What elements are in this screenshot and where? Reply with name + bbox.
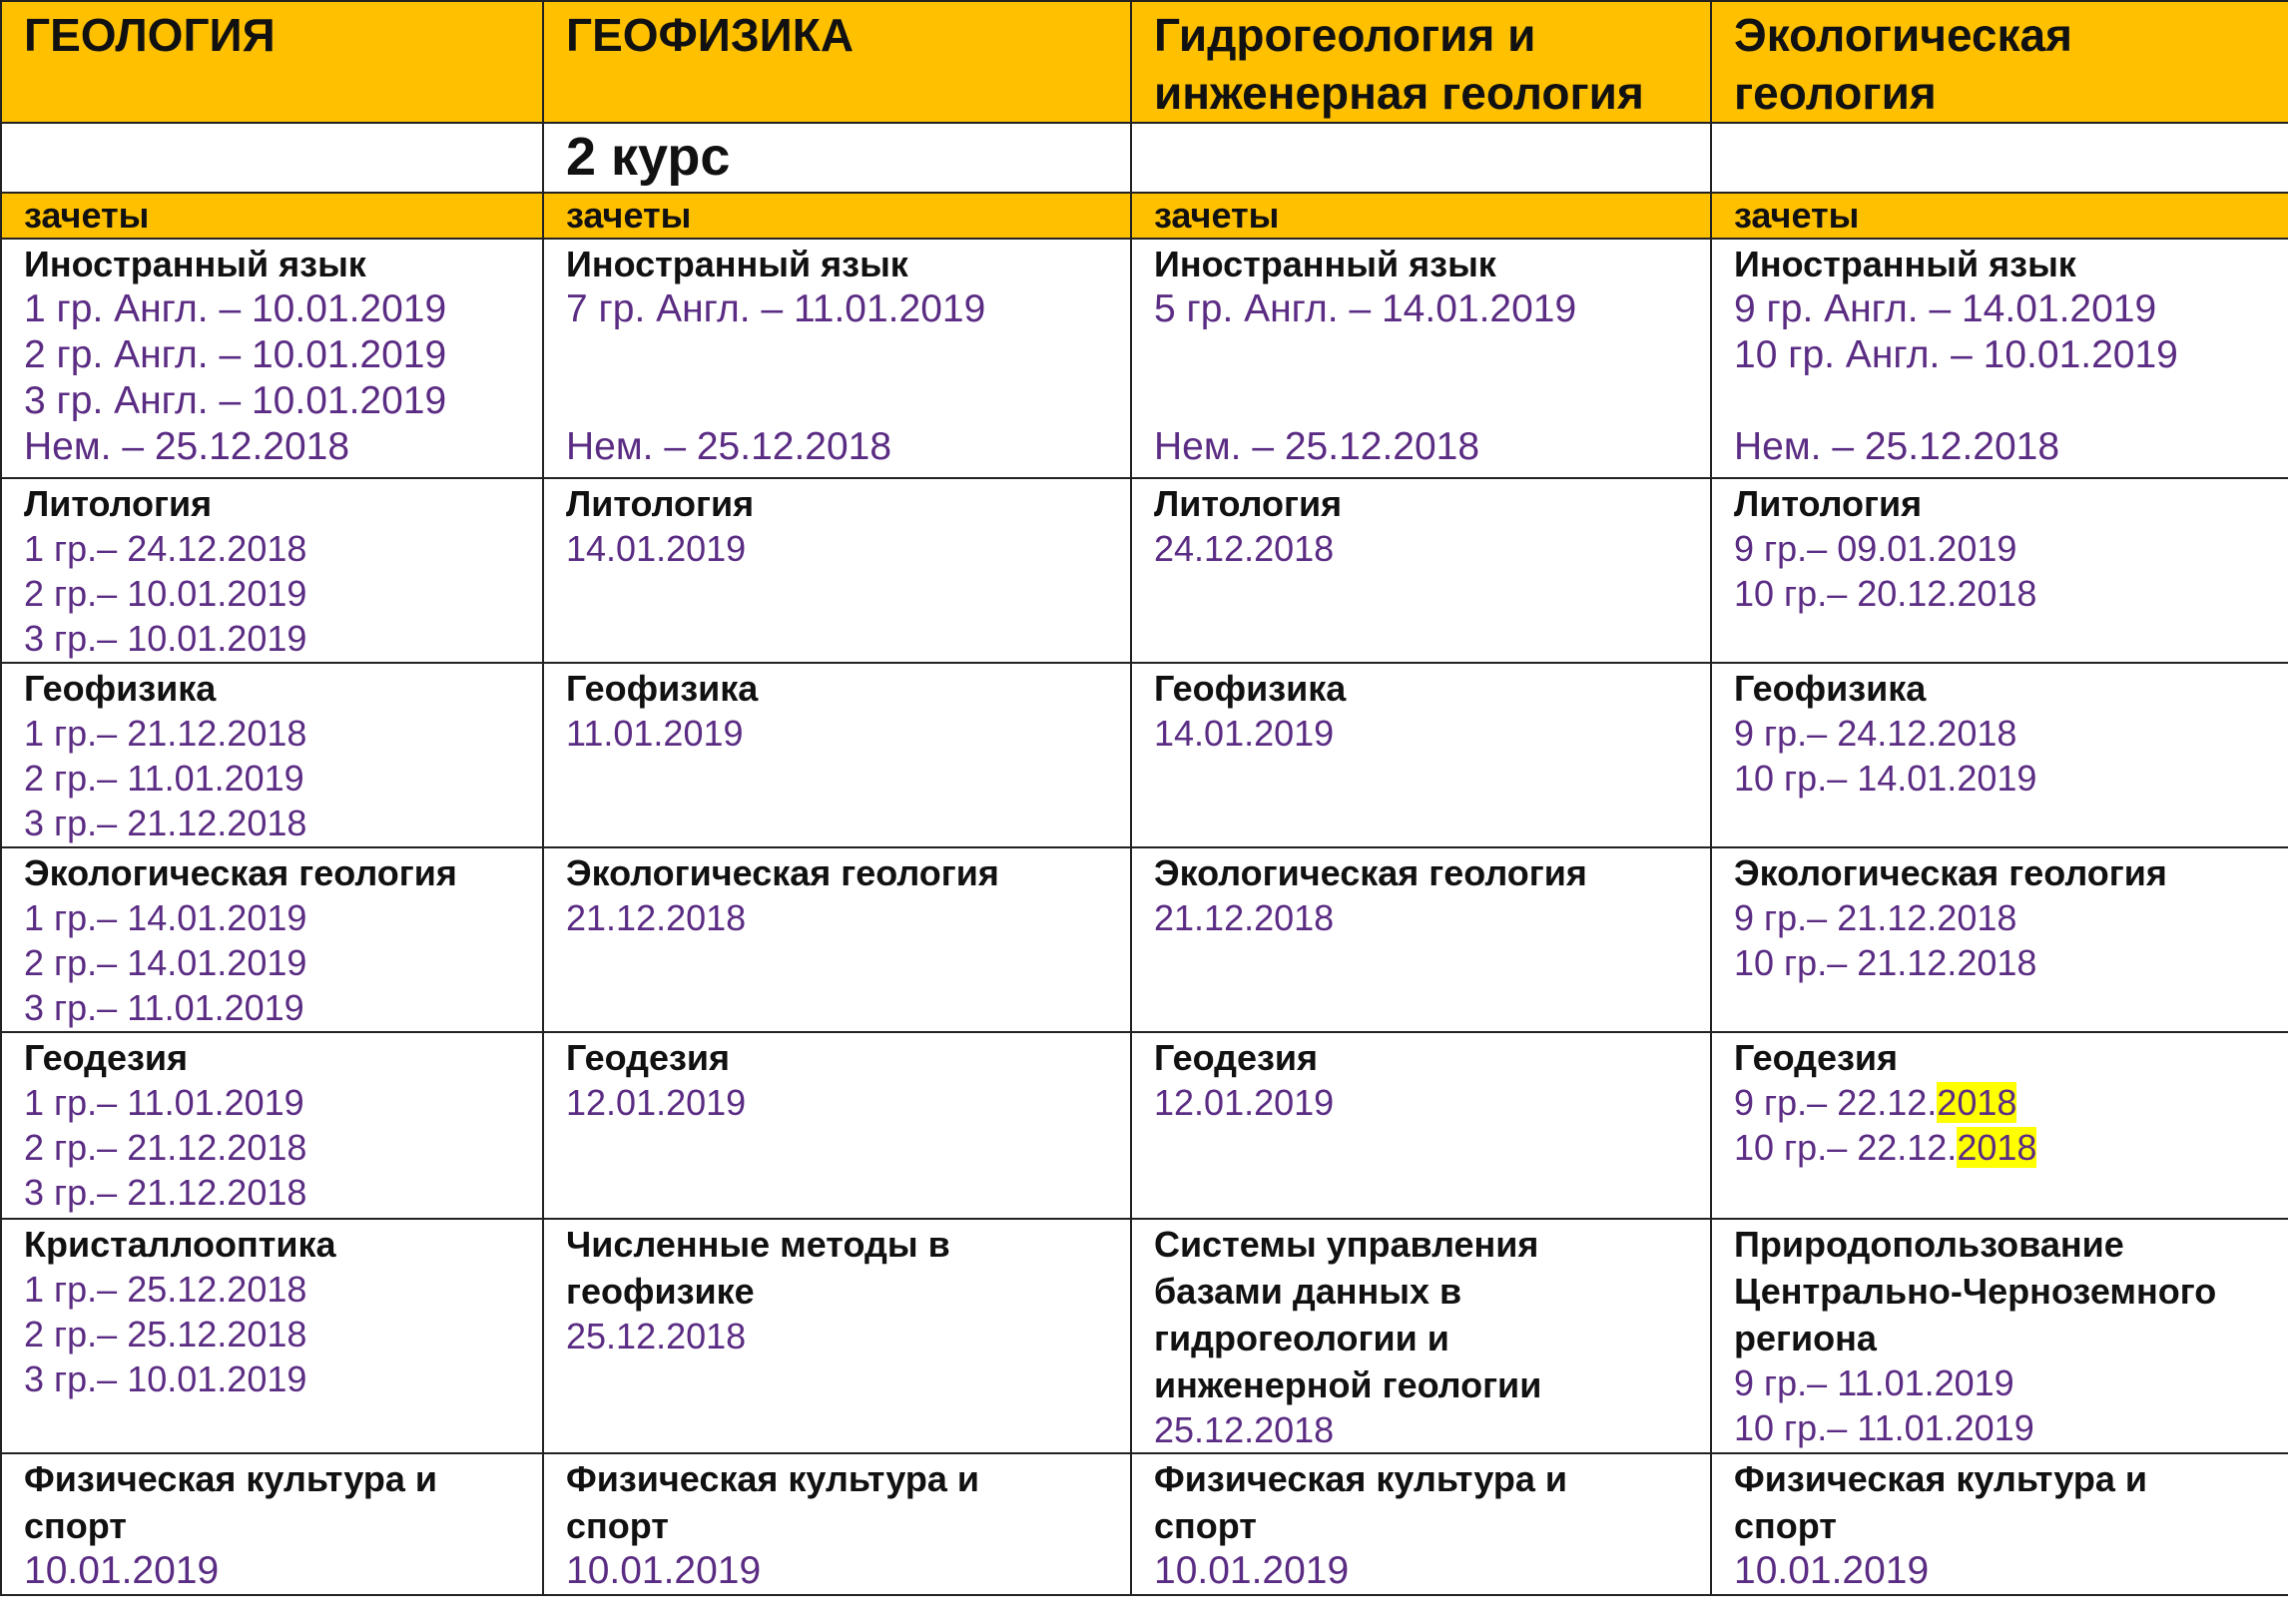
cell-geophysics-geology bbox=[1, 663, 543, 847]
date-line: Нем. – 25.12.2018 bbox=[1154, 425, 1480, 468]
highlighted-year: 2018 bbox=[1937, 1082, 2017, 1123]
cell-ecological-geology-hydrogeology bbox=[1131, 847, 1711, 1032]
subject-title: Кристаллооптика bbox=[24, 1224, 336, 1265]
course-cell-empty bbox=[1711, 123, 2288, 193]
subject-title: геофизике bbox=[566, 1271, 755, 1312]
course-cell-empty bbox=[1131, 123, 1711, 193]
date-line: 2 гр.– 10.01.2019 bbox=[24, 573, 307, 614]
cell-foreign-language-hydrogeology bbox=[1131, 239, 1711, 478]
date-line: 9 гр.– 21.12.2018 bbox=[1734, 897, 2017, 938]
cell-dbms-hydrogeology bbox=[1131, 1219, 1711, 1453]
date-line: 10 гр.– 11.01.2019 bbox=[1734, 1407, 2034, 1448]
date-line: 10 гр. Англ. – 10.01.2019 bbox=[1734, 333, 2178, 376]
cell-physical-education-ecology bbox=[1711, 1453, 2288, 1595]
date-line: 9 гр.– 09.01.2019 bbox=[1734, 528, 2017, 569]
course-row bbox=[1, 123, 2288, 193]
category-label: зачеты bbox=[543, 193, 1131, 239]
date-line: 2 гр.– 14.01.2019 bbox=[24, 942, 307, 983]
header-ecological-geology: Экологическая геология bbox=[1711, 1, 2288, 123]
cell-ecological-geology-ecology bbox=[1711, 847, 2288, 1032]
cell-nature-management-ecology bbox=[1711, 1219, 2288, 1453]
cell-physical-education-hydrogeology bbox=[1131, 1453, 1711, 1595]
date-line: 2 гр.– 11.01.2019 bbox=[24, 758, 304, 799]
subject-title: Экологическая геология bbox=[566, 852, 999, 893]
subject-title: Иностранный язык bbox=[24, 244, 366, 284]
row-geophysics bbox=[1, 663, 2288, 847]
cell-numerical-methods-geophysics bbox=[543, 1219, 1131, 1453]
date-line: 2 гр.– 25.12.2018 bbox=[24, 1314, 307, 1354]
subject-title: Литология bbox=[1154, 483, 1343, 524]
cell-geodesy-ecology bbox=[1711, 1032, 2288, 1219]
subject-title: Геофизика bbox=[1734, 668, 1927, 709]
subject-title: Физическая культура и bbox=[1154, 1458, 1568, 1499]
cell-lithology-hydrogeology bbox=[1131, 478, 1711, 663]
date-line: Нем. – 25.12.2018 bbox=[1734, 425, 2060, 468]
cell-geophysics-geophysics bbox=[543, 663, 1131, 847]
highlighted-year: 2018 bbox=[1957, 1127, 2037, 1168]
header-row bbox=[1, 1, 2288, 123]
date-line: 1 гр.– 11.01.2019 bbox=[24, 1082, 304, 1123]
category-label: зачеты bbox=[1711, 193, 2288, 239]
date-line: 7 гр. Англ. – 11.01.2019 bbox=[566, 287, 986, 330]
cell-physical-education-geology bbox=[1, 1453, 543, 1595]
date-line: 3 гр.– 21.12.2018 bbox=[24, 1172, 307, 1213]
cell-foreign-language-ecology bbox=[1711, 239, 2288, 478]
cell-lithology-geology bbox=[1, 478, 543, 663]
row-lithology bbox=[1, 478, 2288, 663]
subject-title: Центрально-Черноземного bbox=[1734, 1271, 2217, 1312]
date-line: 21.12.2018 bbox=[566, 897, 747, 938]
date-line: 10 гр.– 21.12.2018 bbox=[1734, 942, 2037, 983]
subject-title: Экологическая геология bbox=[1154, 852, 1587, 893]
subject-title: Иностранный язык bbox=[1734, 244, 2076, 284]
row-foreign-language bbox=[1, 239, 2288, 478]
date-line: 10.01.2019 bbox=[566, 1549, 762, 1592]
subject-title: спорт bbox=[1734, 1505, 1837, 1546]
cell-geodesy-geophysics bbox=[543, 1032, 1131, 1219]
subject-title: Геодезия bbox=[566, 1037, 731, 1078]
subject-title: спорт bbox=[24, 1505, 127, 1546]
course-cell-empty bbox=[1, 123, 543, 193]
date-line: 1 гр. Англ. – 10.01.2019 bbox=[24, 287, 447, 330]
date-line: Нем. – 25.12.2018 bbox=[566, 425, 892, 468]
date-line: 10 гр.– 14.01.2019 bbox=[1734, 758, 2037, 799]
subject-title: спорт bbox=[1154, 1505, 1257, 1546]
date-line: 21.12.2018 bbox=[1154, 897, 1335, 938]
date-line: 3 гр.– 21.12.2018 bbox=[24, 803, 307, 843]
cell-ecological-geology-geophysics bbox=[543, 847, 1131, 1032]
date-line: 2 гр. Англ. – 10.01.2019 bbox=[24, 333, 447, 376]
date-line: 11.01.2019 bbox=[566, 713, 744, 754]
header-hydrogeology: Гидрогеология и инженерная геология bbox=[1131, 1, 1711, 123]
date-line: 1 гр.– 21.12.2018 bbox=[24, 713, 307, 754]
date-line: 10 гр.– 22.12.2018 bbox=[1734, 1127, 2037, 1168]
date-line: 14.01.2019 bbox=[1154, 713, 1335, 754]
date-line: 2 гр.– 21.12.2018 bbox=[24, 1127, 307, 1168]
date-line: 14.01.2019 bbox=[566, 528, 747, 569]
row-physical-education bbox=[1, 1453, 2288, 1595]
subject-title: Экологическая геология bbox=[24, 852, 457, 893]
date-line: 10 гр.– 20.12.2018 bbox=[1734, 573, 2037, 614]
date-line: 12.01.2019 bbox=[1154, 1082, 1335, 1123]
row-specialty-subjects bbox=[1, 1219, 2288, 1453]
row-ecological-geology bbox=[1, 847, 2288, 1032]
row-geodesy bbox=[1, 1032, 2288, 1219]
category-label: зачеты bbox=[1131, 193, 1711, 239]
subject-title: Геофизика bbox=[566, 668, 759, 709]
date-line: 9 гр.– 24.12.2018 bbox=[1734, 713, 2017, 754]
subject-title: Геофизика bbox=[24, 668, 217, 709]
header-geophysics: ГЕОФИЗИКА bbox=[543, 1, 1131, 123]
category-row bbox=[1, 193, 2288, 239]
cell-physical-education-geophysics bbox=[543, 1453, 1131, 1595]
date-line: 3 гр. Англ. – 10.01.2019 bbox=[24, 379, 447, 422]
cell-geophysics-hydrogeology bbox=[1131, 663, 1711, 847]
date-line: 3 гр.– 10.01.2019 bbox=[24, 1358, 307, 1399]
course-label: 2 курс bbox=[543, 123, 1131, 193]
subject-title: Численные методы в bbox=[566, 1224, 950, 1265]
cell-lithology-ecology bbox=[1711, 478, 2288, 663]
header-geology: ГЕОЛОГИЯ bbox=[1, 1, 543, 123]
subject-title: спорт bbox=[566, 1505, 669, 1546]
date-line: 25.12.2018 bbox=[1154, 1409, 1335, 1450]
subject-title: Природопользование bbox=[1734, 1224, 2124, 1265]
date-line: 10.01.2019 bbox=[1154, 1549, 1350, 1592]
subject-title: гидрогеологии и bbox=[1154, 1318, 1449, 1358]
cell-crystal-optics-geology bbox=[1, 1219, 543, 1453]
cell-foreign-language-geology bbox=[1, 239, 543, 478]
date-line: 9 гр.– 22.12.2018 bbox=[1734, 1082, 2017, 1123]
subject-title: Физическая культура и bbox=[1734, 1458, 2148, 1499]
subject-title: Литология bbox=[24, 483, 213, 524]
cell-foreign-language-geophysics bbox=[543, 239, 1131, 478]
cell-geodesy-geology bbox=[1, 1032, 543, 1219]
cell-geophysics-ecology bbox=[1711, 663, 2288, 847]
date-line: Нем. – 25.12.2018 bbox=[24, 425, 350, 468]
subject-title: Геодезия bbox=[1734, 1037, 1899, 1078]
cell-geodesy-hydrogeology bbox=[1131, 1032, 1711, 1219]
date-line: 1 гр.– 25.12.2018 bbox=[24, 1269, 307, 1310]
date-line: 9 гр.– 11.01.2019 bbox=[1734, 1362, 2014, 1403]
subject-title: Физическая культура и bbox=[24, 1458, 438, 1499]
date-line: 9 гр. Англ. – 14.01.2019 bbox=[1734, 287, 2157, 330]
subject-title: Геодезия bbox=[1154, 1037, 1319, 1078]
date-line: 3 гр.– 11.01.2019 bbox=[24, 987, 304, 1028]
subject-title: Системы управления bbox=[1154, 1224, 1539, 1265]
date-line: 3 гр.– 10.01.2019 bbox=[24, 618, 307, 659]
subject-title: Литология bbox=[1734, 483, 1923, 524]
cell-ecological-geology-geology bbox=[1, 847, 543, 1032]
subject-title: региона bbox=[1734, 1318, 1877, 1358]
date-line: 12.01.2019 bbox=[566, 1082, 747, 1123]
cell-lithology-geophysics bbox=[543, 478, 1131, 663]
subject-title: инженерной геологии bbox=[1154, 1364, 1542, 1405]
subject-title: Геофизика bbox=[1154, 668, 1347, 709]
date-line: 25.12.2018 bbox=[566, 1316, 747, 1356]
subject-title: Иностранный язык bbox=[1154, 244, 1496, 284]
subject-title: базами данных в bbox=[1154, 1271, 1462, 1312]
subject-title: Экологическая геология bbox=[1734, 852, 2167, 893]
subject-title: Геодезия bbox=[24, 1037, 189, 1078]
date-line: 1 гр.– 14.01.2019 bbox=[24, 897, 307, 938]
date-line: 5 гр. Англ. – 14.01.2019 bbox=[1154, 287, 1577, 330]
category-label: зачеты bbox=[1, 193, 543, 239]
subject-title: Физическая культура и bbox=[566, 1458, 980, 1499]
date-line: 1 гр.– 24.12.2018 bbox=[24, 528, 307, 569]
date-line: 10.01.2019 bbox=[24, 1549, 220, 1592]
subject-title: Литология bbox=[566, 483, 755, 524]
subject-title: Иностранный язык bbox=[566, 244, 908, 284]
date-line: 24.12.2018 bbox=[1154, 528, 1335, 569]
date-line: 10.01.2019 bbox=[1734, 1549, 1930, 1592]
